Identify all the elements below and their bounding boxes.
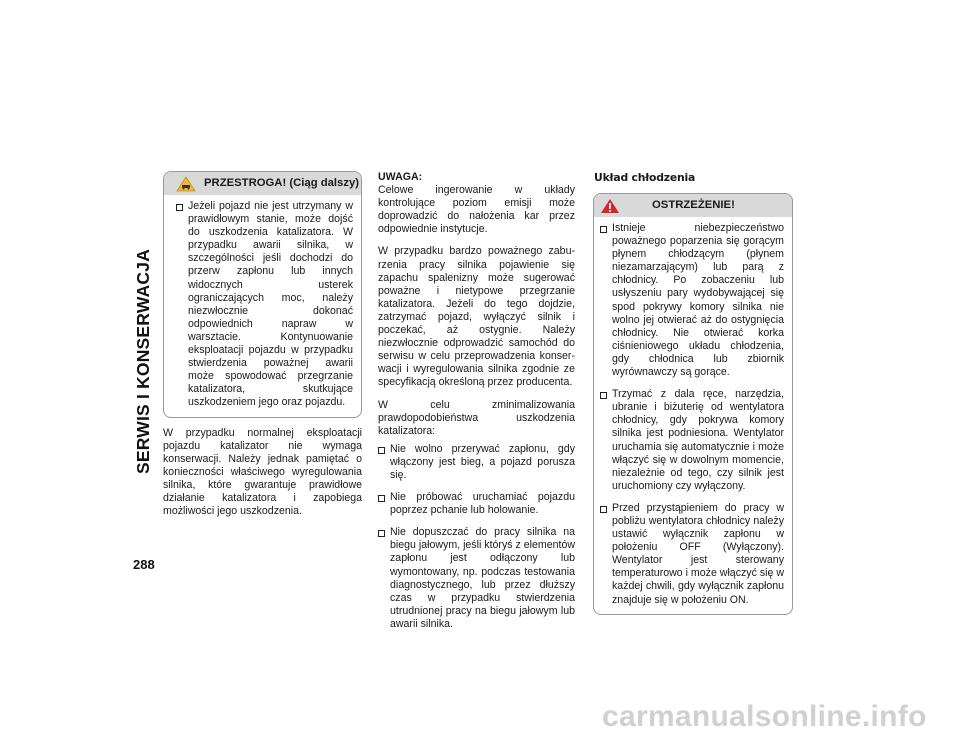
- note-title: UWAGA:: [378, 171, 423, 183]
- overheat-paragraph: W przypadku bardzo poważnego zaburzenia pracy silnika pojawienie się zapachu spalenizny może sugerować poważne i nietypowe przegrzanie katalizatora. Jeżeli do tego dojdzie, zatrzymać pojazd, wyłączyć silnik i poczekać, aż ostygnie. Należy niezwłocznie odprowadzić samochód do serwisu w celu przeprowadzenia konserwacji i wyregulowania silnika zgodnie ze specyfikacją określoną przez producenta.: [378, 245, 575, 389]
- warning-box-title: OSTRZEŻENIE!: [652, 198, 735, 211]
- warning-box-body: [594, 217, 792, 614]
- warning-box-header: [594, 194, 792, 217]
- list-item-text: Trzymać z dala ręce, narzędzia, ubranie i biżuterię od wentylatora chłodnicy, gdy pokrywa komory silnika jest podniesiona. Wentylator uruchamia się automatycznie i może włączyć się w dowolnym momencie, niezależnie od tego, czy silnik jest uruchomiony czy wyłączony.: [612, 388, 784, 492]
- minimize-list: [378, 443, 575, 631]
- list-item: [600, 222, 784, 379]
- bullet-square-icon: [600, 506, 607, 513]
- left-column: [163, 171, 362, 527]
- caution-item-text: Jeżeli pojazd nie jest utrzymany w prawidłowym stanie, może dojść do uszkodzenia katalizatora. W przypadku awarii silnika, w szczególności jeśli dochodzi do przerw zapłonu lub innych widocznych usterek ograniczających moc, należy niezwłocznie dokonać odpowiednich napraw w warsztacie. Kontynuowanie eksploatacji pojazdu w przypadku stwierdzenia poważnej awarii może spowodować przegrzanie katalizatora, skutkujące uszkodzeniem jego oraz pojazdu.: [188, 200, 353, 409]
- minimize-paragraph: W celu zminimalizowania prawdopodobieństwa uszkodzenia katalizatora:: [378, 398, 575, 437]
- list-item: [378, 491, 575, 517]
- caution-box: [163, 171, 362, 418]
- section-side-tab: [130, 171, 157, 551]
- warning-exclamation-icon: [598, 198, 622, 214]
- list-item: [600, 502, 784, 607]
- list-item-text: Przed przystąpieniem do pracy w pobliżu wentylatora chłodnicy należy ustawić wyłącznik zapłonu w położeniu OFF (Wyłączony). Wentylator jest sterowany temperaturowo i może włączyć się w każdej chwili, gdy wyłącznik zapłonu znajduje się w położeniu ON.: [612, 501, 784, 606]
- caution-car-icon: [174, 176, 198, 192]
- bullet-square-icon: [378, 530, 385, 537]
- section-title: Układ chłodzenia: [594, 171, 696, 184]
- catalyst-paragraph: W przypadku normalnej eksploatacji pojazdu katalizator nie wymaga konserwacji. Należy jednak pamiętać o konieczności właściwego wyregulowania silnika, które gwarantuje prawidłowe działanie katalizatora i zapobiega możliwości jego uszkodzenia.: [163, 426, 362, 518]
- bullet-square-icon: [176, 204, 183, 211]
- caution-box-header: [164, 172, 361, 195]
- bullet-square-icon: [378, 447, 385, 454]
- page-number: 288: [133, 557, 155, 572]
- bullet-square-icon: [600, 392, 607, 399]
- list-item-text: Istnieje niebezpieczeństwo poważnego poparzenia się gorącym płynem chłodzącym (płynem niezamarzającym) lub parą z chłodnicy. Po zobaczeniu lub usłyszeniu pary wydobywającej się spod pokrywy komory silnika nie wolno jej otwierać aż do ostygnięcia chłodnicy. Nie otwierać korka ciśnieniowego układu chłodzenia, gdy chłodnica lub zbiornik wyrównawczy są gorące.: [612, 222, 784, 379]
- caution-box-body: [164, 195, 361, 417]
- right-column: [593, 193, 793, 615]
- bullet-square-icon: [378, 495, 385, 502]
- list-item: [600, 388, 784, 493]
- list-item-text: Nie wolno przerywać zapłonu, gdy włączony jest bieg, a pojazd porusza się.: [390, 442, 575, 481]
- list-item: [176, 200, 353, 410]
- list-item-text: Nie próbować uruchamiać pojazdu poprzez pchanie lub holowanie.: [390, 491, 575, 517]
- list-item-text: Nie dopuszczać do pracy silnika na biegu jałowym, jeśli któryś z elementów zapłonu jest odłączony lub wymontowany, np. podczas testowania diagnostycznego, lub przez dłuższy czas w przypadku stwierdzenia utrudnionej pracy na biegu jałowym lub awarii silnika.: [390, 526, 575, 630]
- section-side-tab-label: SERWIS I KONSERWACJA: [133, 248, 153, 474]
- middle-column: [378, 171, 575, 633]
- watermark: carmanualsonline.info: [602, 700, 927, 733]
- list-item: [378, 443, 575, 482]
- list-item: [378, 526, 575, 631]
- note-text: Celowe ingerowanie w układy kontrolujące poziom emisji może doprowadzić do nałożenia kar przez odpowiednie instytucje.: [378, 184, 575, 236]
- warning-box: [593, 193, 793, 615]
- caution-box-title: PRZESTROGA! (Ciąg dalszy): [204, 176, 360, 189]
- bullet-square-icon: [600, 226, 607, 233]
